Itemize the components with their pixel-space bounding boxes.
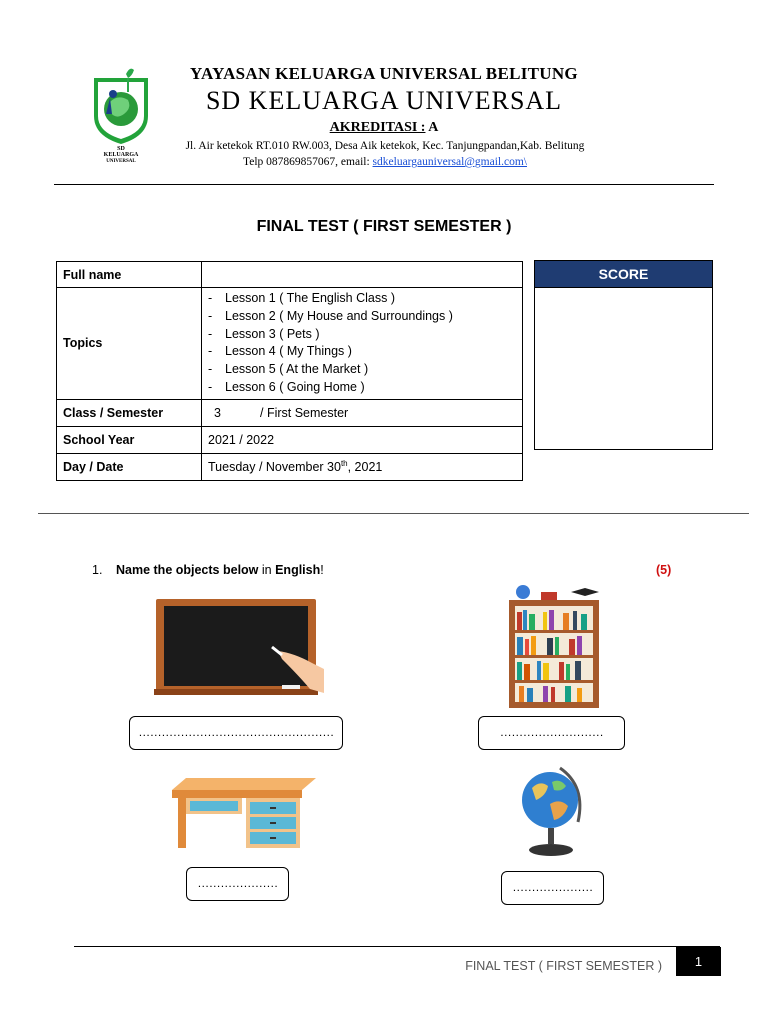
topic-item: - Lesson 4 ( My Things ) (208, 343, 516, 361)
accreditation-value: A (428, 120, 439, 135)
globe-picture (516, 764, 588, 858)
topic-item: - Lesson 5 ( At the Market ) (208, 361, 516, 379)
page-number: 1 (676, 947, 721, 976)
logo-text-1: SD (117, 146, 125, 152)
foundation-name: YAYASAN KELUARGA UNIVERSAL BELITUNG (190, 64, 578, 83)
desk-picture (170, 776, 318, 850)
date-value (202, 453, 523, 480)
class-label: Class / Semester (57, 399, 202, 426)
topics-list (208, 290, 516, 397)
logo-text-3: UNIVERSAL (106, 159, 136, 164)
school-name: SD KELUARGA UNIVERSAL (205, 86, 563, 115)
test-title: FINAL TEST ( FIRST SEMESTER ) (256, 218, 512, 235)
school-year-label: School Year (57, 426, 202, 453)
answer-box-2[interactable]: ……………………… (478, 716, 625, 750)
class-number: 3 (214, 405, 221, 420)
row-full-name (57, 262, 523, 288)
full-name-label: Full name (57, 262, 202, 288)
topic-item: - Lesson 3 ( Pets ) (208, 326, 516, 344)
date-prefix: Tuesday / November 30 (208, 460, 341, 475)
blackboard-picture (154, 597, 324, 701)
topic-item: - Lesson 2 ( My House and Surroundings ) (208, 308, 516, 326)
row-class (57, 399, 523, 426)
date-suffix: , 2021 (347, 460, 383, 475)
row-school-year (57, 426, 523, 453)
logo-text-2: KELUARGA (103, 152, 139, 158)
class-value (202, 399, 523, 426)
school-contact (150, 156, 620, 168)
score-box (534, 260, 713, 450)
topics-cell (202, 288, 523, 400)
school-logo (88, 64, 154, 164)
date-sup: th (340, 459, 348, 469)
footer-divider (74, 946, 720, 947)
topic-item: - Lesson 1 ( The English Class ) (208, 290, 516, 308)
accreditation-label: AKREDITASI : (329, 120, 426, 135)
question-number: 1. (92, 563, 103, 577)
accreditation (160, 120, 608, 136)
footer-title: FINAL TEST ( FIRST SEMESTER ) (465, 959, 662, 973)
phone-text: Telp 087869857067, email: (243, 156, 373, 168)
date-label: Day / Date (57, 453, 202, 480)
school-year-value: 2021 / 2022 (202, 426, 523, 453)
question-points: (5) (656, 563, 672, 577)
bookshelf-picture (503, 582, 607, 710)
full-name-field[interactable] (202, 262, 523, 288)
header-divider (54, 184, 714, 185)
question-text-bold-2: English (275, 563, 321, 577)
row-date (57, 453, 523, 480)
class-semester: / First Semester (260, 405, 349, 420)
row-topics (57, 288, 523, 400)
question-text-bold: Name the objects below (116, 563, 259, 577)
email-link[interactable]: sdkeluargauniversal@gmail.com\ (372, 156, 527, 168)
student-info-table (56, 261, 523, 481)
school-address: Jl. Air ketekok RT.010 RW.003, Desa Aik ketekok, Kec. Tanjungpandan,Kab. Belitung (185, 140, 585, 152)
section-divider (38, 513, 749, 514)
question-1 (92, 563, 324, 577)
answer-box-3[interactable]: ………………… (186, 867, 289, 901)
topic-item: - Lesson 6 ( Going Home ) (208, 379, 516, 397)
answer-box-4[interactable]: ………………… (501, 871, 604, 905)
answer-box-1[interactable]: …………………………………………… (129, 716, 343, 750)
question-text-end: ! (320, 563, 324, 577)
score-header: SCORE (535, 261, 712, 288)
question-text-plain: in (258, 563, 276, 577)
topics-label: Topics (57, 288, 202, 400)
